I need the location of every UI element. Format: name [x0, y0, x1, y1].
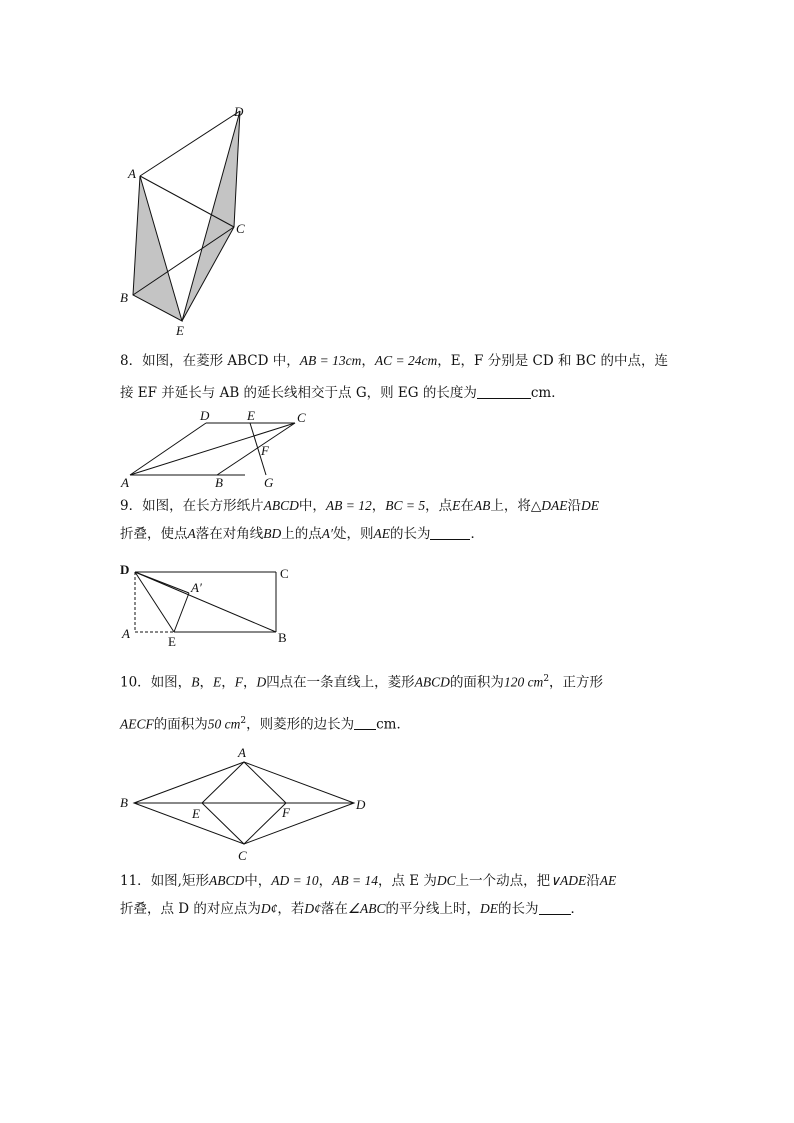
segment-ad	[130, 423, 206, 475]
label-d: D	[120, 562, 130, 577]
label-d: D	[356, 797, 366, 812]
label-a: A	[238, 745, 246, 760]
label-c: C	[236, 221, 245, 236]
shaded-triangle-abe	[133, 176, 182, 321]
label-b: B	[120, 795, 128, 810]
answer-blank[interactable]	[539, 900, 571, 915]
figure-q7-svg	[110, 100, 270, 340]
question-number: 11．	[120, 873, 151, 889]
figure-q8-svg	[110, 408, 310, 488]
segment-ac	[130, 423, 295, 475]
label-e: E	[168, 634, 176, 649]
question-8-line-1: 8．如图，在菱形 ABCD 中，AB = 13cm，AC = 24cm，E，F 分别是 CD 和 BC 的中点，连	[120, 353, 669, 369]
label-b: B	[215, 475, 223, 490]
label-e: E	[247, 408, 255, 423]
answer-blank[interactable]	[354, 715, 376, 730]
label-b: B	[120, 290, 128, 305]
figure-q7	[110, 100, 270, 340]
label-c: C	[238, 848, 247, 863]
label-e: E	[176, 323, 184, 338]
label-e: E	[192, 806, 200, 821]
label-b: B	[278, 630, 287, 645]
question-9-line-2: 折叠，使点A落在对角线BD上的点A′处，则AE的长为 ．	[120, 526, 484, 542]
label-f: F	[282, 805, 290, 820]
question-number: 8．	[120, 353, 143, 369]
label-a-prime: A′	[191, 580, 202, 595]
question-10-line-2: AECF的面积为50 $cm^2$，则菱形的边长为 cm．	[120, 715, 410, 732]
question-11-line-2: 折叠，点 D 的对应点为D¢，若D¢落在∠ABC的平分线上时，DE的长为 ．	[120, 901, 585, 917]
figure-q8	[110, 408, 310, 488]
label-c: C	[280, 566, 289, 581]
question-10	[120, 668, 680, 735]
figure-q9-svg	[110, 560, 310, 650]
answer-blank[interactable]	[430, 525, 470, 540]
question-9	[120, 495, 680, 545]
label-c: C	[297, 410, 306, 425]
label-a: A	[122, 626, 130, 641]
figure-q10	[110, 740, 380, 865]
figure-q9	[110, 560, 310, 650]
answer-blank[interactable]	[477, 384, 531, 399]
label-g: G	[264, 475, 274, 490]
question-10-line-1: 10．如图，B，E，F，D四点在一条直线上，菱形ABCD的面积为120 $cm^2$，正方形	[120, 674, 604, 691]
question-8	[120, 350, 680, 404]
label-f: F	[261, 443, 269, 458]
question-11	[120, 870, 680, 920]
label-d: D	[200, 408, 210, 423]
label-d: D	[234, 104, 244, 119]
question-8-line-2: 接 EF 并延长与 AB 的延长线相交于点 G，则 EG 的长度为 cm．	[120, 385, 565, 401]
label-a: A	[128, 166, 136, 181]
question-number: 10．	[120, 674, 151, 691]
segment-db	[135, 572, 276, 632]
segment-bc	[217, 423, 295, 475]
label-a: A	[121, 475, 129, 490]
segment-da2	[135, 572, 189, 593]
segment-ea2	[174, 593, 189, 632]
question-11-line-1: 11．如图,矩形ABCD中，AD = 10，AB = 14，点 E 为DC上一个动点，把∨ADE沿AE	[120, 873, 617, 889]
figure-q10-svg	[110, 740, 380, 865]
question-9-line-1: 9．如图，在长方形纸片ABCD中，AB = 12，BC = 5，点E在AB上，将△DAE沿DE	[120, 498, 599, 514]
segment-de	[135, 572, 174, 632]
question-number: 9．	[120, 498, 143, 514]
